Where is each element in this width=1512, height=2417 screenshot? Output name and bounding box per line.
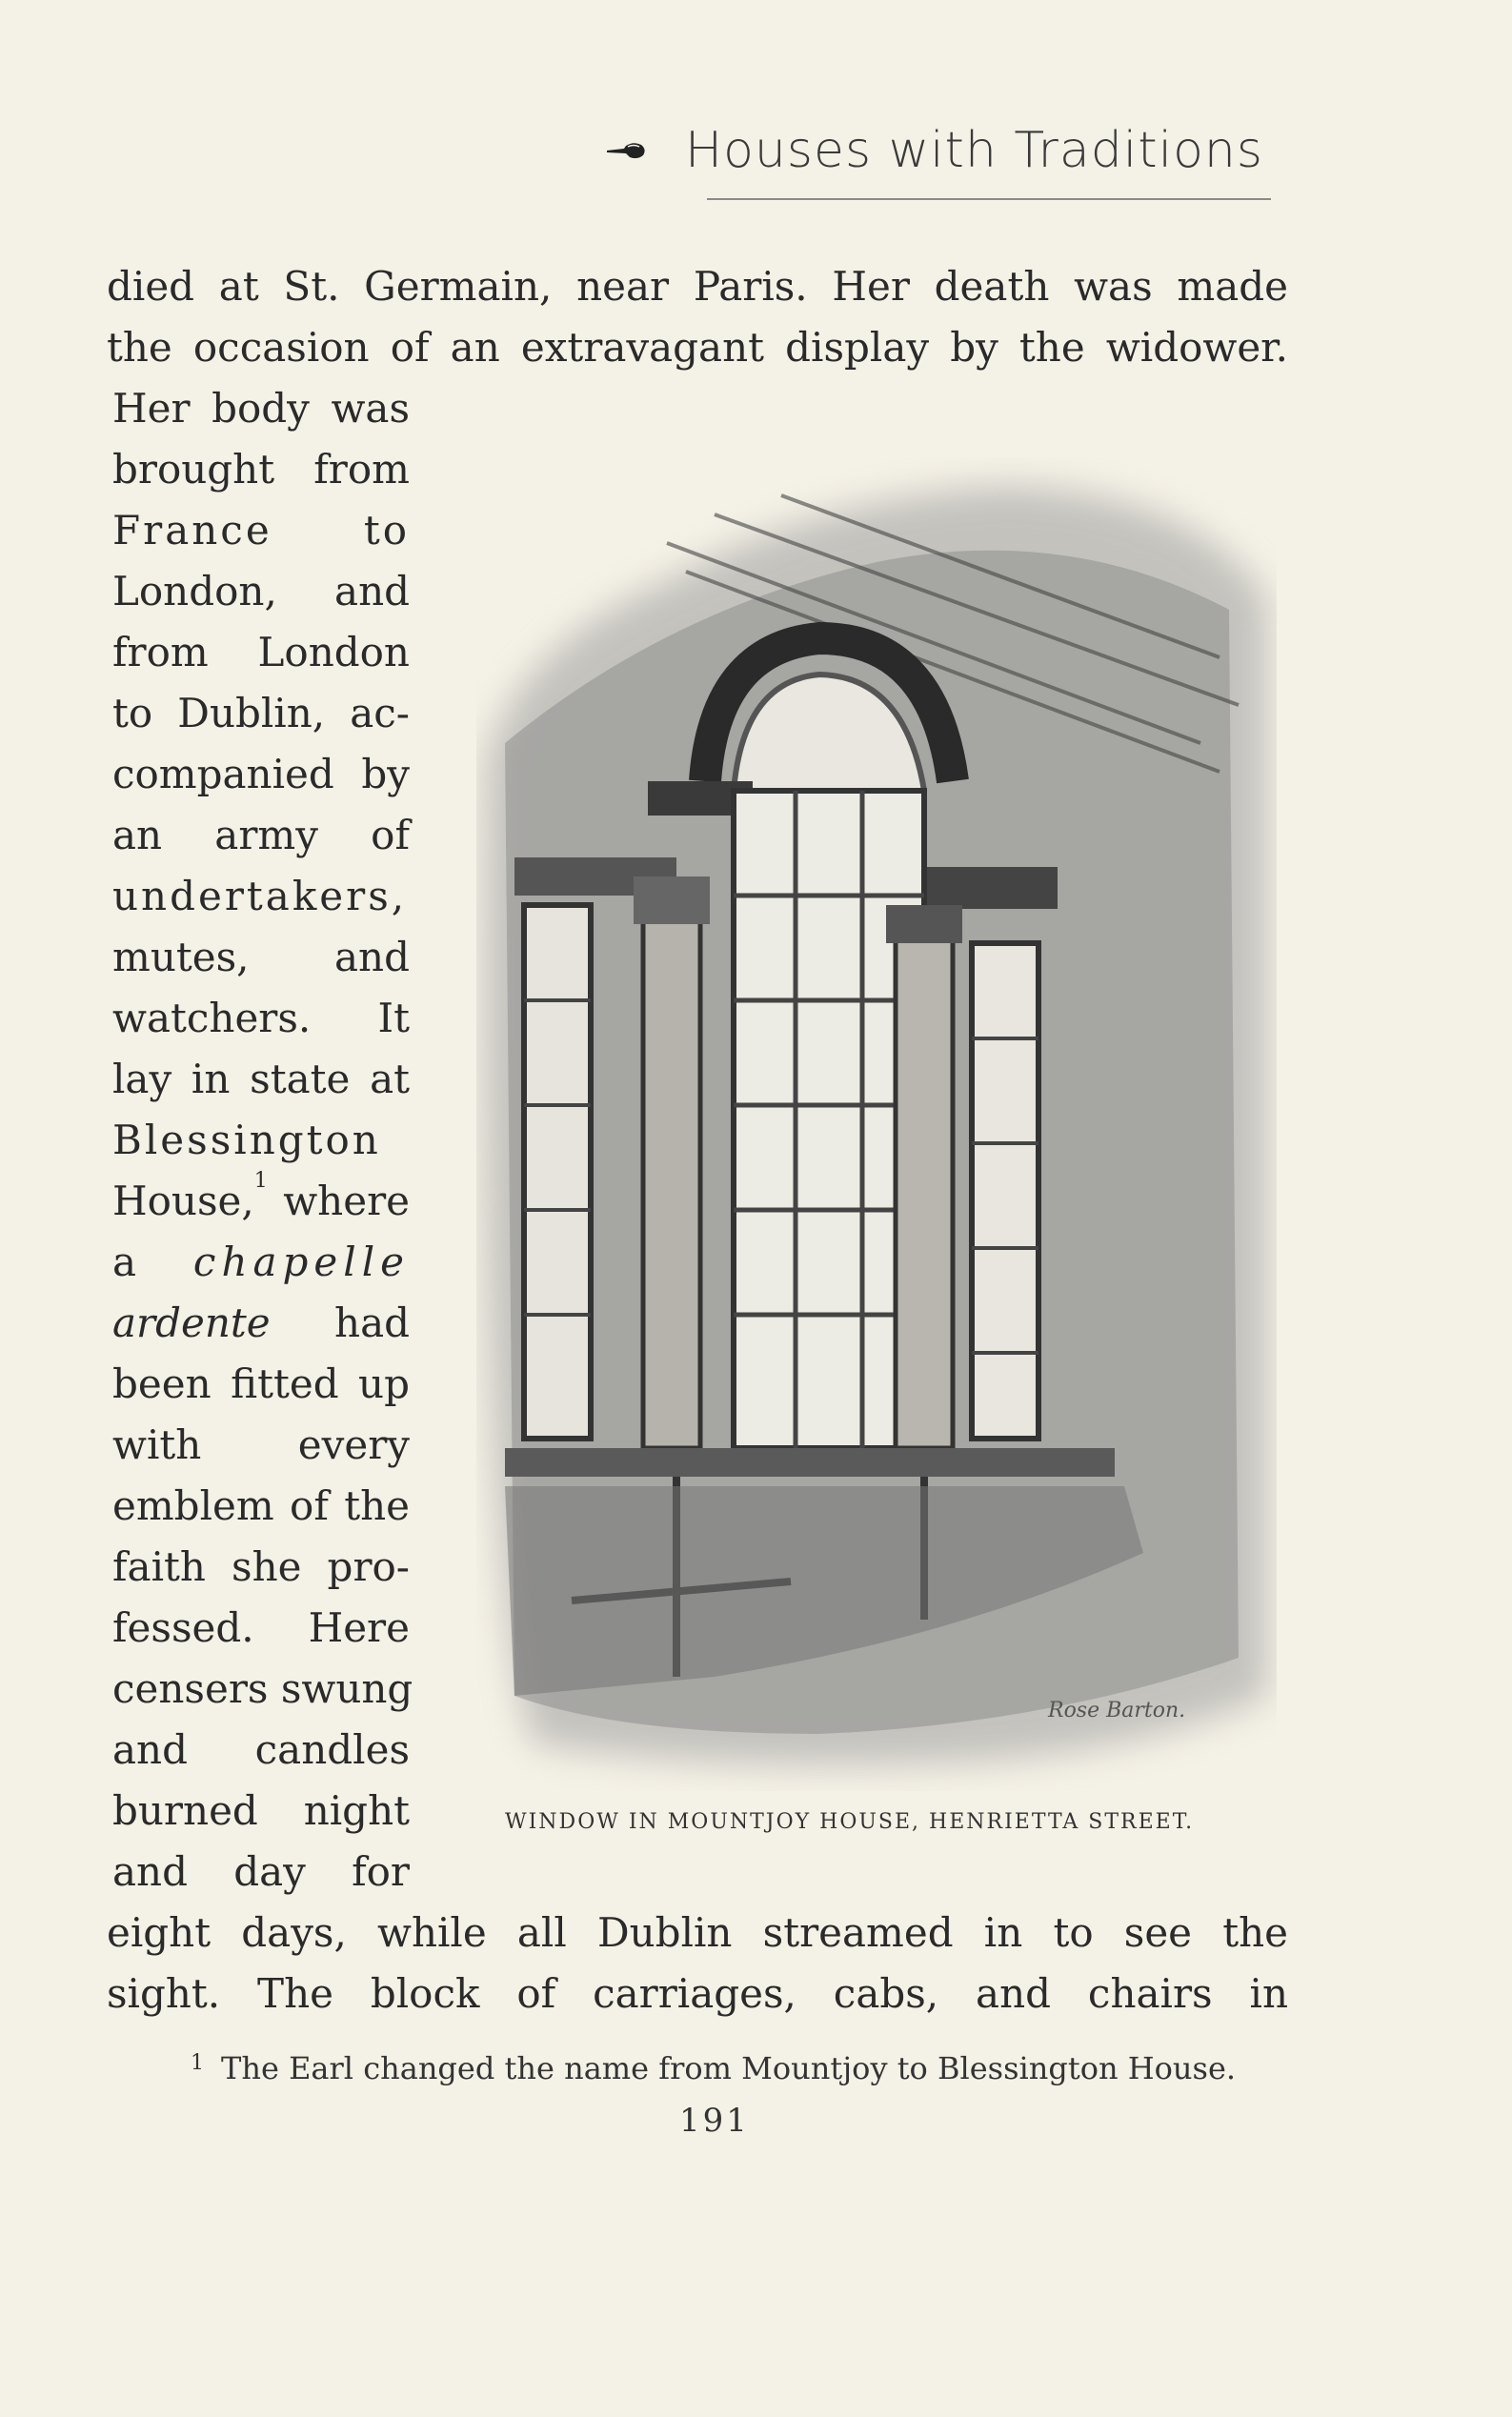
house-text: House, — [112, 1178, 254, 1224]
text-line — [112, 1293, 410, 1354]
where-text: where — [267, 1178, 410, 1224]
text-line: and candles — [112, 1726, 410, 1773]
text-line: and day for — [112, 1848, 410, 1895]
pointing-hand-icon — [605, 138, 647, 163]
text-line — [112, 1171, 410, 1232]
footnote-text: The Earl changed the name from Mountjoy to Blessington House. — [221, 2050, 1237, 2086]
text-line: burned night — [112, 1787, 410, 1834]
text-line: brought from — [112, 446, 410, 493]
header-rule — [707, 198, 1271, 200]
text-line: lay in state at — [112, 1056, 410, 1102]
text-line: companied by — [112, 751, 410, 797]
header-title: Houses with Traditions — [685, 122, 1263, 179]
figure-caption: WINDOW IN MOUNTJOY HOUSE, HENRIETTA STREET. — [505, 1810, 1195, 1834]
artist-signature: Rose Barton. — [1048, 1699, 1186, 1722]
text-line: Her body was — [112, 385, 410, 432]
text-line: been fitted up — [112, 1360, 410, 1407]
text-line: undertakers, — [112, 873, 408, 919]
text-line: faith she pro- — [112, 1543, 410, 1590]
text-line: Blessington — [112, 1117, 381, 1163]
text-line: an army of — [112, 812, 410, 858]
text-line — [112, 1232, 410, 1293]
text-line: mutes, and — [112, 934, 410, 980]
running-header — [605, 122, 1263, 179]
footnote-marker: 1 — [191, 2051, 204, 2075]
text-line: the occasion of an extravagant display by the widower. — [107, 324, 1288, 371]
page-number: 191 — [679, 2102, 750, 2140]
footnote — [191, 2050, 1277, 2086]
text-line: watchers. It — [112, 995, 410, 1041]
italic-phrase: ardente — [112, 1299, 271, 1346]
text-line: died at St. Germain, near Paris. Her death was made — [107, 263, 1288, 310]
text-line: emblem of the — [112, 1482, 410, 1529]
text-line: London, and — [112, 568, 410, 614]
footnote-reference: 1 — [253, 1169, 268, 1193]
text-line: censers swung — [112, 1665, 413, 1712]
text-line: France to — [112, 507, 410, 554]
italic-phrase: chapelle — [192, 1239, 410, 1285]
text-line: with every — [112, 1421, 410, 1468]
text-line: from London — [112, 629, 410, 675]
had-text: had — [334, 1299, 410, 1346]
text-line: fessed. Here — [112, 1604, 410, 1651]
text-line: to Dublin, ac- — [112, 690, 410, 736]
text-line: sight. The block of carriages, cabs, and chairs in — [107, 1970, 1288, 2017]
window-illustration — [476, 457, 1277, 1791]
text-line: eight days, while all Dublin streamed in to see the — [107, 1909, 1288, 1956]
article-text: a — [112, 1239, 137, 1285]
window-drawing — [476, 457, 1277, 1791]
